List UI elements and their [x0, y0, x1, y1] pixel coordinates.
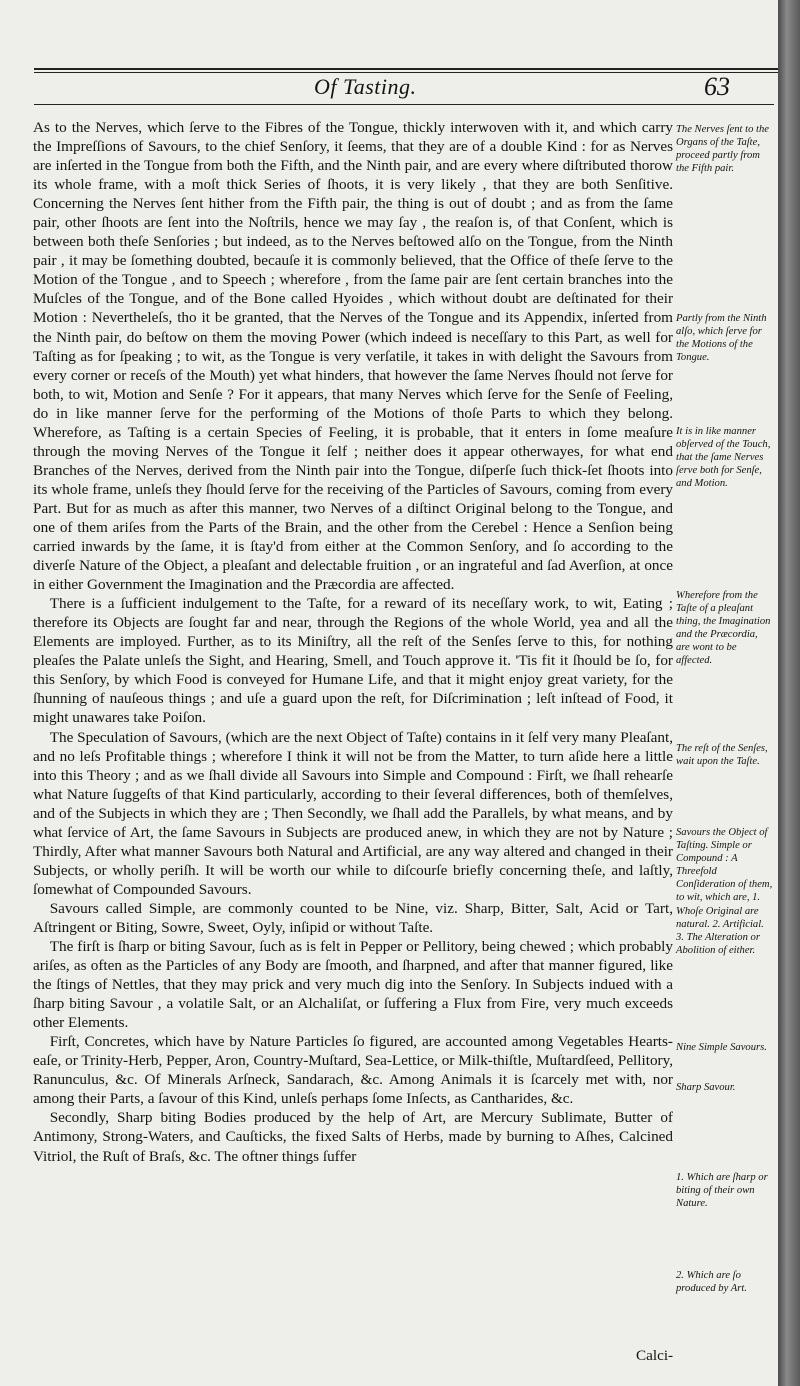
- main-text: [33, 118, 673, 1166]
- running-head: Of Tasting.: [314, 74, 417, 99]
- page-number: 63: [704, 72, 730, 101]
- margin-note: Sharp Savour.: [676, 1082, 736, 1093]
- paragraph-art: Secondly, Sharp biting Bodies produced by the help of Art, are Mercury Sublimate, Butter of Antimony, Strong-Waters, and Cauſticks, the fixed Salts of Herbs, made by burning to Aſhes, Calcined Vitriol, the Ruſt of Braſs, &c. The oftner things ſuffer: [33, 1109, 673, 1165]
- paragraph-simple-savours: Savours called Simple, are commonly counted to be Nine, viz. Sharp, Bitter, Salt, Acid or Tart, Aſtringent or Biting, Sowre, Sweet, Oyly, inſipid or without Taſte.: [33, 899, 673, 936]
- top-rule-thin: [34, 72, 778, 73]
- margin-note: Partly from the Ninth alſo, which ſerve for the Motions of the Tongue.: [676, 313, 767, 364]
- margin-note: 1. Which are ſharp or biting of their own Nature.: [676, 1172, 768, 1210]
- paragraph-speculation: The Speculation of Savours, (which are the next Object of Taſte) contains in it ſelf very many Pleaſant, and no leſs Profitable things ; wherefore I think it will not be from the Matter, to turn aſide here a little into this Theory ; and as we ſhall divide all Savours into Simple and Compound : Firſt, we ſhall rehearſe what Nature ſuggeſts of that Kind particularly, according to their ſeveral differences, both of themſelves, and of the Subjects in which they are ; Then Secondly, we ſhall add the Parallels, by what means, and by what ſervice of Art, the ſame Savours in Subjects are produced anew, in which they are not by Nature ; Thirdly, After what manner Savours both Natural and Artificial, are any way altered and changed in their Subjects, or wholly periſh. It will be worth our while to diſcourſe briefly concerning theſe, and laſtly, ſomewhat of Compounded Savours.: [33, 728, 673, 898]
- top-rule: [34, 68, 778, 70]
- margin-note: 2. Which are ſo produced by Art.: [676, 1270, 747, 1295]
- paragraph-nerves: As to the Nerves, which ſerve to the Fibres of the Tongue, thickly interwoven with it, and which carry the Impreſſions of Savours, to the chief Senſory, it ſeems, that they are of a double Kind : for as Nerves are inſerted in the Tongue from both the Fifth, and the Ninth pair, and are every where diſtributed thorow its whole frame, with a moſt thick Series of ſhoots, it is very likely , that they are both Senſitive. Concerning the Nerves ſent hither from the Fifth pair, the thing is out of doubt ; and as from the ſame pair, other ſhoots are ſent into the Noſtrils, hence we may ſay , the reaſon is, of that Conſent, which is between both theſe Senſories ; but indeed, as to the Nerves beſtowed alſo on the Tongue, from the Ninth pair , it may be ſomething doubted, becauſe it is commonly believed, that the Office of theſe ſerve to the Motion of the Tongue , and to Speech ; wherefore , from the ſame pair are ſent certain branches into the Muſcles of the Tongue, and of the Bone called Hyoides , which without doubt are deſtinated for their Motion : Nevertheleſs, tho it be granted, that the Nerves of the Tongue and its Appendix, inſerted from the Ninth pair, do beſtow on them the moving Power (which indeed is neceſſary to this Part, as well for Taſting as for ſpeaking ; to wit, as the Tongue is very verſatile, it takes in with delight the Savours from every corner or receſs of the Mouth) yet what hinders, that however the ſame Nerves ſhould not ſerve for both, to wit, Motion and Senſe ? For it appears, that many Nerves which ſerve for the Senſe of Feeling, do in like manner ſerve for the performing of the Motions of thoſe Parts to which they belong. Wherefore, as Taſting is a certain Species of Feeling, it is probable, that it enters in ſome meaſure through the moving Nerves of the Tongue it ſelf ; neither does it appear otherwayes, for what end Branches of the Nerves, derived from the Ninth pair into the Tongue, diſperſe ſuch thick-ſet ſhoots into its whole frame, unleſs they ſhould ſerve for the receiving of the Particles of Savours, coming from every Part. But for as much as after this manner, two Nerves of a diſtinct Original belong to the Tongue, and one of them ariſes from the Parts of the Brain, and the other from the Cerebel : Hence a Senſion being carried inwards by the ſame, it is ſtay'd from either at the Common Senſory, and ſo according to the diverſe Nature of the Object, a pleaſant and delectable fruition , or an ingrateful and ſad Averſion, at once in either Government the Imagination and the Præcordia are affected.: [33, 119, 673, 594]
- margin-note: It is in like manner obſerved of the Touch, that the ſame Nerves ſerve both for Senſe, and Motion.: [676, 426, 771, 490]
- paragraph-indulgement: There is a ſufficient indulgement to the Taſte, for a reward of its neceſſary work, to wit, Eating ; therefore its Objects are ſought far and near, through the Regions of the whole World, yea and all the Elements are imployed. Further, as to its Miniſtry, all the reſt of the Senſes ſerve to this, for nothing pleaſes the Palate unleſs the Sight, and Hearing, Smell, and Touch approve it. 'Tis fit it ſhould be ſo, for this Senſory, by which Food is conveyed for Humane Life, and that it might enjoy great variety, for the ſhunning of nauſeous things ; and uſe a guard upon the reſt, for Diſcrimination ; leſt inſtead of Food, it might unawares take Poiſon.: [33, 595, 673, 727]
- paragraph-concretes: Firſt, Concretes, which have by Nature Particles ſo figured, are accounted among Vegetables Hearts-eaſe, or Trinity-Herb, Pepper, Aron, Country-Muſtard, Sea-Lettice, or Milk-thiſtle, Muſtardſeed, Pellitory, Ranunculus, &c. Of Minerals Arſneck, Sandarach, &c. Among Animals it is ſcarcely met with, nor among their Parts, a ſavour of this Kind, unleſs perhaps ſome Inſects, as Cantharides, &c.: [33, 1033, 673, 1108]
- margin-note: The reſt of the Senſes, wait upon the Taſte.: [676, 743, 768, 768]
- paragraph-sharp-savour: The firſt is ſharp or biting Savour, ſuch as is felt in Pepper or Pellitory, being chewed ; which probably ariſes, as often as the Particles of any Body are ſmooth, and ſharpned, and after that manner figured, like the ſtings of Nettles, that they may prick and very much dig into the Senſory. In Subjects indued with a ſharp biting Savour , a volatile Salt, or an Alchaliſat, or ſuffering a Flux from Fire, very much exceeds other Elements.: [33, 938, 673, 1032]
- header-rule: [34, 104, 774, 105]
- margin-note: Wherefore from the Taſte of a pleaſant thing, the Imagination and the Præcordia, are wont to be affected.: [676, 590, 771, 667]
- margin-note: The Nerves ſent to the Organs of the Taſte, proceed partly from the Fifth pair.: [676, 124, 769, 175]
- page-edge: [778, 0, 800, 1386]
- margin-note: Nine Simple Savours.: [676, 1042, 767, 1053]
- margin-note: Savours the Object of Taſting. Simple or Compound : A Threefold Conſideration of them, to wit, which are, 1. Whoſe Original are natural. 2. Artificial. 3. The Alteration or Abolition of either.: [676, 827, 773, 956]
- catchword: Calci-: [636, 1347, 674, 1364]
